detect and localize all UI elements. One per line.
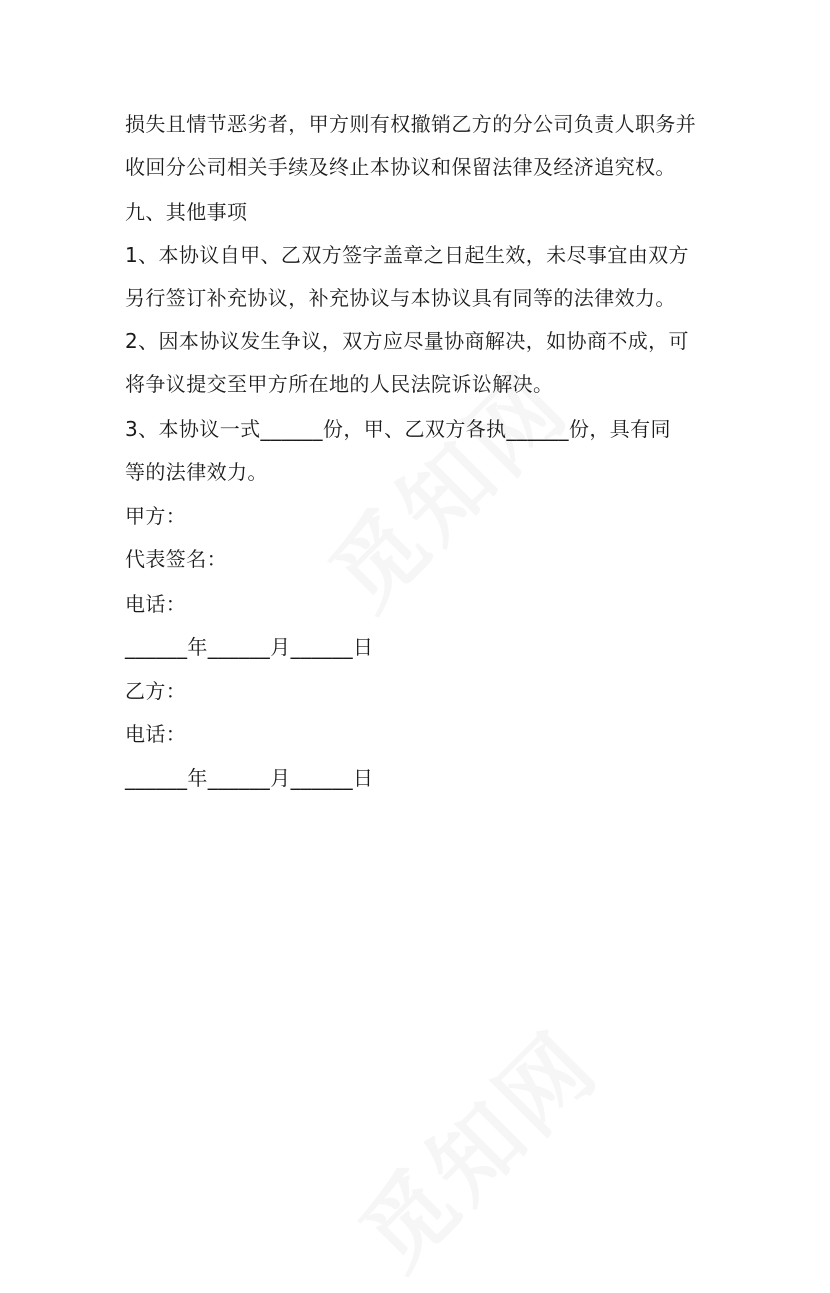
party-a-date-line: ______年______月______日 bbox=[125, 635, 374, 659]
text-line: 2、因本协议发生争议，双方应尽量协商解决，如协商不成，可 bbox=[125, 329, 689, 353]
text-line: 损失且情节恶劣者，甲方则有权撤销乙方的分公司负责人职务并 bbox=[125, 112, 697, 136]
text-line: 收回分公司相关手续及终止本协议和保留法律及经济追究权。 bbox=[125, 155, 676, 179]
section-heading: 九、其他事项 bbox=[125, 200, 248, 224]
text-line: 另行签订补充协议，补充协议与本协议具有同等的法律效力。 bbox=[125, 286, 676, 310]
party-b-phone-label: 电话： bbox=[125, 722, 187, 746]
watermark-lower bbox=[326, 997, 622, 1293]
party-a-phone-label: 电话： bbox=[125, 592, 187, 616]
party-a-label: 甲方： bbox=[125, 504, 187, 528]
party-b-date-line: ______年______月______日 bbox=[125, 766, 374, 790]
party-b-label: 乙方： bbox=[125, 679, 187, 703]
text-line: 1、本协议自甲、乙双方签字盖章之日起生效，未尽事宜由双方 bbox=[125, 243, 689, 267]
text-line: 将争议提交至甲方所在地的人民法院诉讼解决。 bbox=[125, 372, 554, 396]
text-line: 等的法律效力。 bbox=[125, 460, 268, 484]
text-line: 3、本协议一式______份，甲、乙双方各执______份，具有同 bbox=[125, 417, 671, 441]
representative-signature-label: 代表签名： bbox=[125, 547, 227, 571]
